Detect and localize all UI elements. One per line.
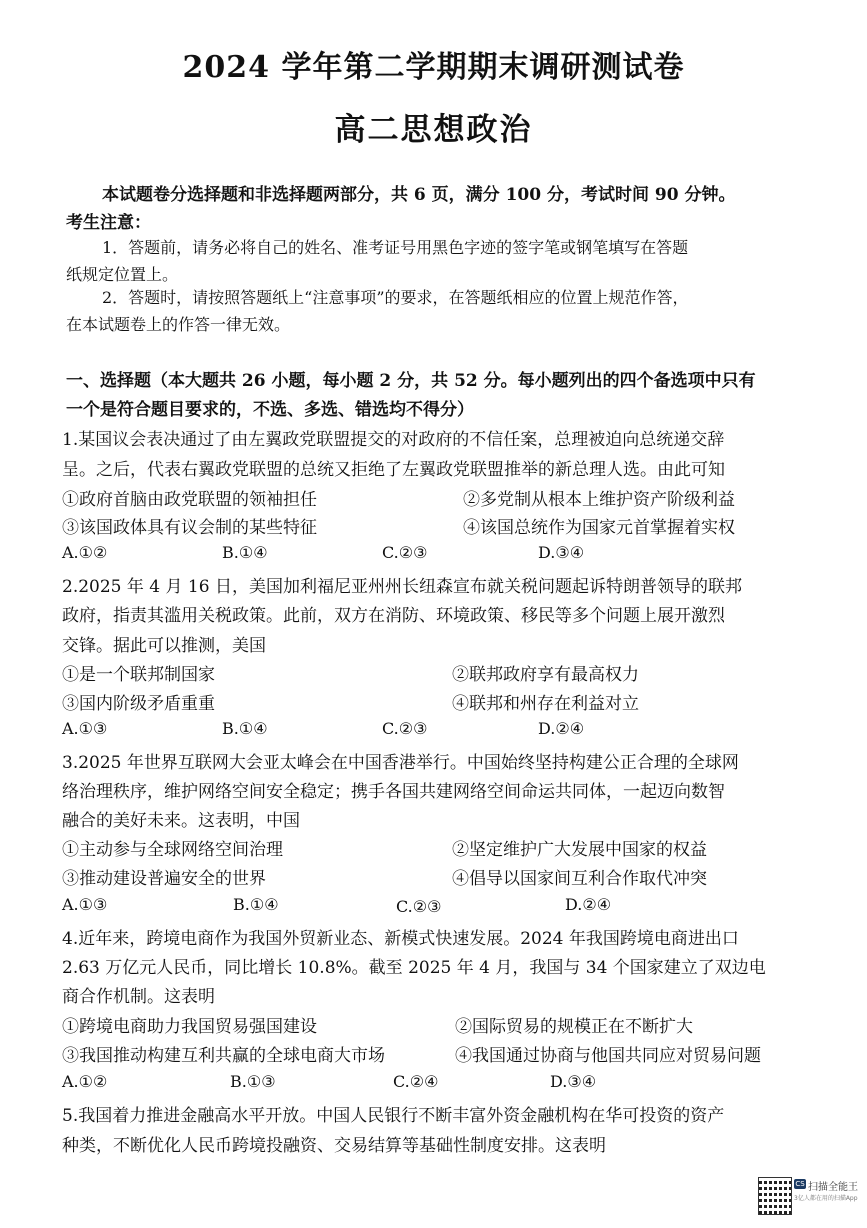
question-2-item-4: ④联邦和州存在利益对立 [452, 694, 639, 714]
question-2-stem-line-3: 交锋。据此可以推测，美国 [62, 636, 266, 656]
notice-heading: 考生注意： [66, 213, 151, 233]
question-4-stem-line-3: 商合作机制。这表明 [62, 987, 215, 1007]
question-2-choice-b: B.①④ [222, 719, 268, 738]
question-3-choice-d: D.②④ [565, 895, 612, 914]
question-4-item-3: ③我国推动构建互利共赢的全球电商大市场 [62, 1046, 385, 1066]
question-1-item-3: ③该国政体具有议会制的某些特征 [62, 518, 317, 538]
question-3-item-3: ③推动建设普遍安全的世界 [62, 869, 266, 889]
intro-text: 本试题卷分选择题和非选择题两部分，共 6 页，满分 100 分，考试时间 90 分钟。 [102, 185, 736, 205]
question-4-item-4: ④我国通过协商与他国共同应对贸易问题 [455, 1046, 761, 1066]
question-1-item-4: ④该国总统作为国家元首掌握着实权 [463, 518, 735, 538]
question-4-choice-a: A.①② [62, 1072, 108, 1091]
qr-code-icon [758, 1177, 792, 1215]
question-1-choice-d: D.③④ [538, 543, 585, 562]
note-2-line-2: 在本试题卷上的作答一律无效。 [66, 315, 291, 334]
scanner-name: 扫描全能王 [808, 1182, 858, 1193]
question-2-stem-line-2: 政府，指责其滥用关税政策。此前，双方在消防、环境政策、移民等多个问题上展开激烈 [62, 606, 725, 626]
section-heading-line-2: 一个是符合题目要求的，不选、多选、错选均不得分） [66, 400, 474, 420]
scanner-tagline: 3亿人都在用的扫描App [794, 1195, 858, 1202]
question-3-choice-b: B.①④ [233, 895, 279, 914]
question-2-choice-d: D.②④ [538, 719, 585, 738]
note-1-line-1: 1．答题前，请务必将自己的姓名、准考证号用黑色字迹的签字笔或钢笔填写在答题 [102, 238, 689, 257]
question-3-item-1: ①主动参与全球网络空间治理 [62, 840, 283, 860]
question-1-item-1: ①政府首脑由政党联盟的领袖担任 [62, 490, 317, 510]
question-5-stem-line-2: 种类，不断优化人民币跨境投融资、交易结算等基础性制度安排。这表明 [62, 1136, 606, 1156]
question-1-item-2: ②多党制从根本上维护资产阶级利益 [463, 490, 735, 510]
question-1-stem-line-2: 呈。之后，代表右翼政党联盟的总统又拒绝了左翼政党联盟推举的新总理人选。由此可知 [62, 460, 725, 480]
question-4-choice-c: C.②④ [393, 1072, 439, 1091]
question-3-item-2: ②坚定维护广大发展中国家的权益 [452, 840, 707, 860]
question-4-item-2: ②国际贸易的规模正在不断扩大 [455, 1017, 693, 1037]
question-4-stem-line-2: 2.63 万亿元人民币，同比增长 10.8%。截至 2025 年 4 月，我国与 34 个国家建立了双边电 [62, 958, 766, 978]
question-2-choice-c: C.②③ [382, 719, 428, 738]
note-1-line-2: 纸规定位置上。 [66, 265, 179, 284]
question-4-item-1: ①跨境电商助力我国贸易强国建设 [62, 1017, 317, 1037]
question-2-choice-a: A.①③ [62, 719, 108, 738]
scanner-logo: CS [795, 1180, 805, 1188]
question-4-stem-line-1: 4.近年来，跨境电商作为我国外贸新业态、新模式快速发展。2024 年我国跨境电商进出口 [62, 929, 739, 949]
question-3-stem-line-3: 融合的美好未来。这表明，中国 [62, 811, 300, 831]
question-3-stem-line-1: 3.2025 年世界互联网大会亚太峰会在中国香港举行。中国始终坚持构建公正合理的全球网 [62, 753, 739, 773]
exam-title: 2024 学年第二学期期末调研测试卷 [182, 50, 685, 85]
note-2-line-1: 2．答题时，请按照答题纸上“注意事项”的要求，在答题纸相应的位置上规范作答， [102, 288, 689, 307]
question-1-choice-a: A.①② [62, 543, 108, 562]
exam-subject: 高二思想政治 [334, 112, 533, 148]
question-2-item-2: ②联邦政府享有最高权力 [452, 665, 639, 685]
question-1-choice-b: B.①④ [222, 543, 268, 562]
question-4-choice-d: D.③④ [550, 1072, 597, 1091]
question-1-choice-c: C.②③ [382, 543, 428, 562]
question-2-stem-line-1: 2.2025 年 4 月 16 日，美国加利福尼亚州州长纽森宣布就关税问题起诉特朗普领导的联邦 [62, 577, 742, 597]
question-3-choice-a: A.①③ [62, 895, 108, 914]
scanner-watermark [758, 1177, 858, 1215]
question-3-choice-c: C.②③ [396, 897, 442, 916]
question-2-item-1: ①是一个联邦制国家 [62, 665, 215, 685]
question-4-choice-b: B.①③ [230, 1072, 276, 1091]
question-3-stem-line-2: 络治理秩序，维护网络空间安全稳定；携手各国共建网络空间命运共同体，一起迈向数智 [62, 782, 725, 802]
section-heading-line-1: 一、选择题（本大题共 26 小题，每小题 2 分，共 52 分。每小题列出的四个备选项中只有 [66, 371, 756, 391]
question-1-stem-line-1: 1.某国议会表决通过了由左翼政党联盟提交的对政府的不信任案，总理被迫向总统递交辞 [62, 430, 725, 450]
question-2-item-3: ③国内阶级矛盾重重 [62, 694, 215, 714]
question-5-stem-line-1: 5.我国着力推进金融高水平开放。中国人民银行不断丰富外资金融机构在华可投资的资产 [62, 1106, 725, 1126]
question-3-item-4: ④倡导以国家间互利合作取代冲突 [452, 869, 707, 889]
